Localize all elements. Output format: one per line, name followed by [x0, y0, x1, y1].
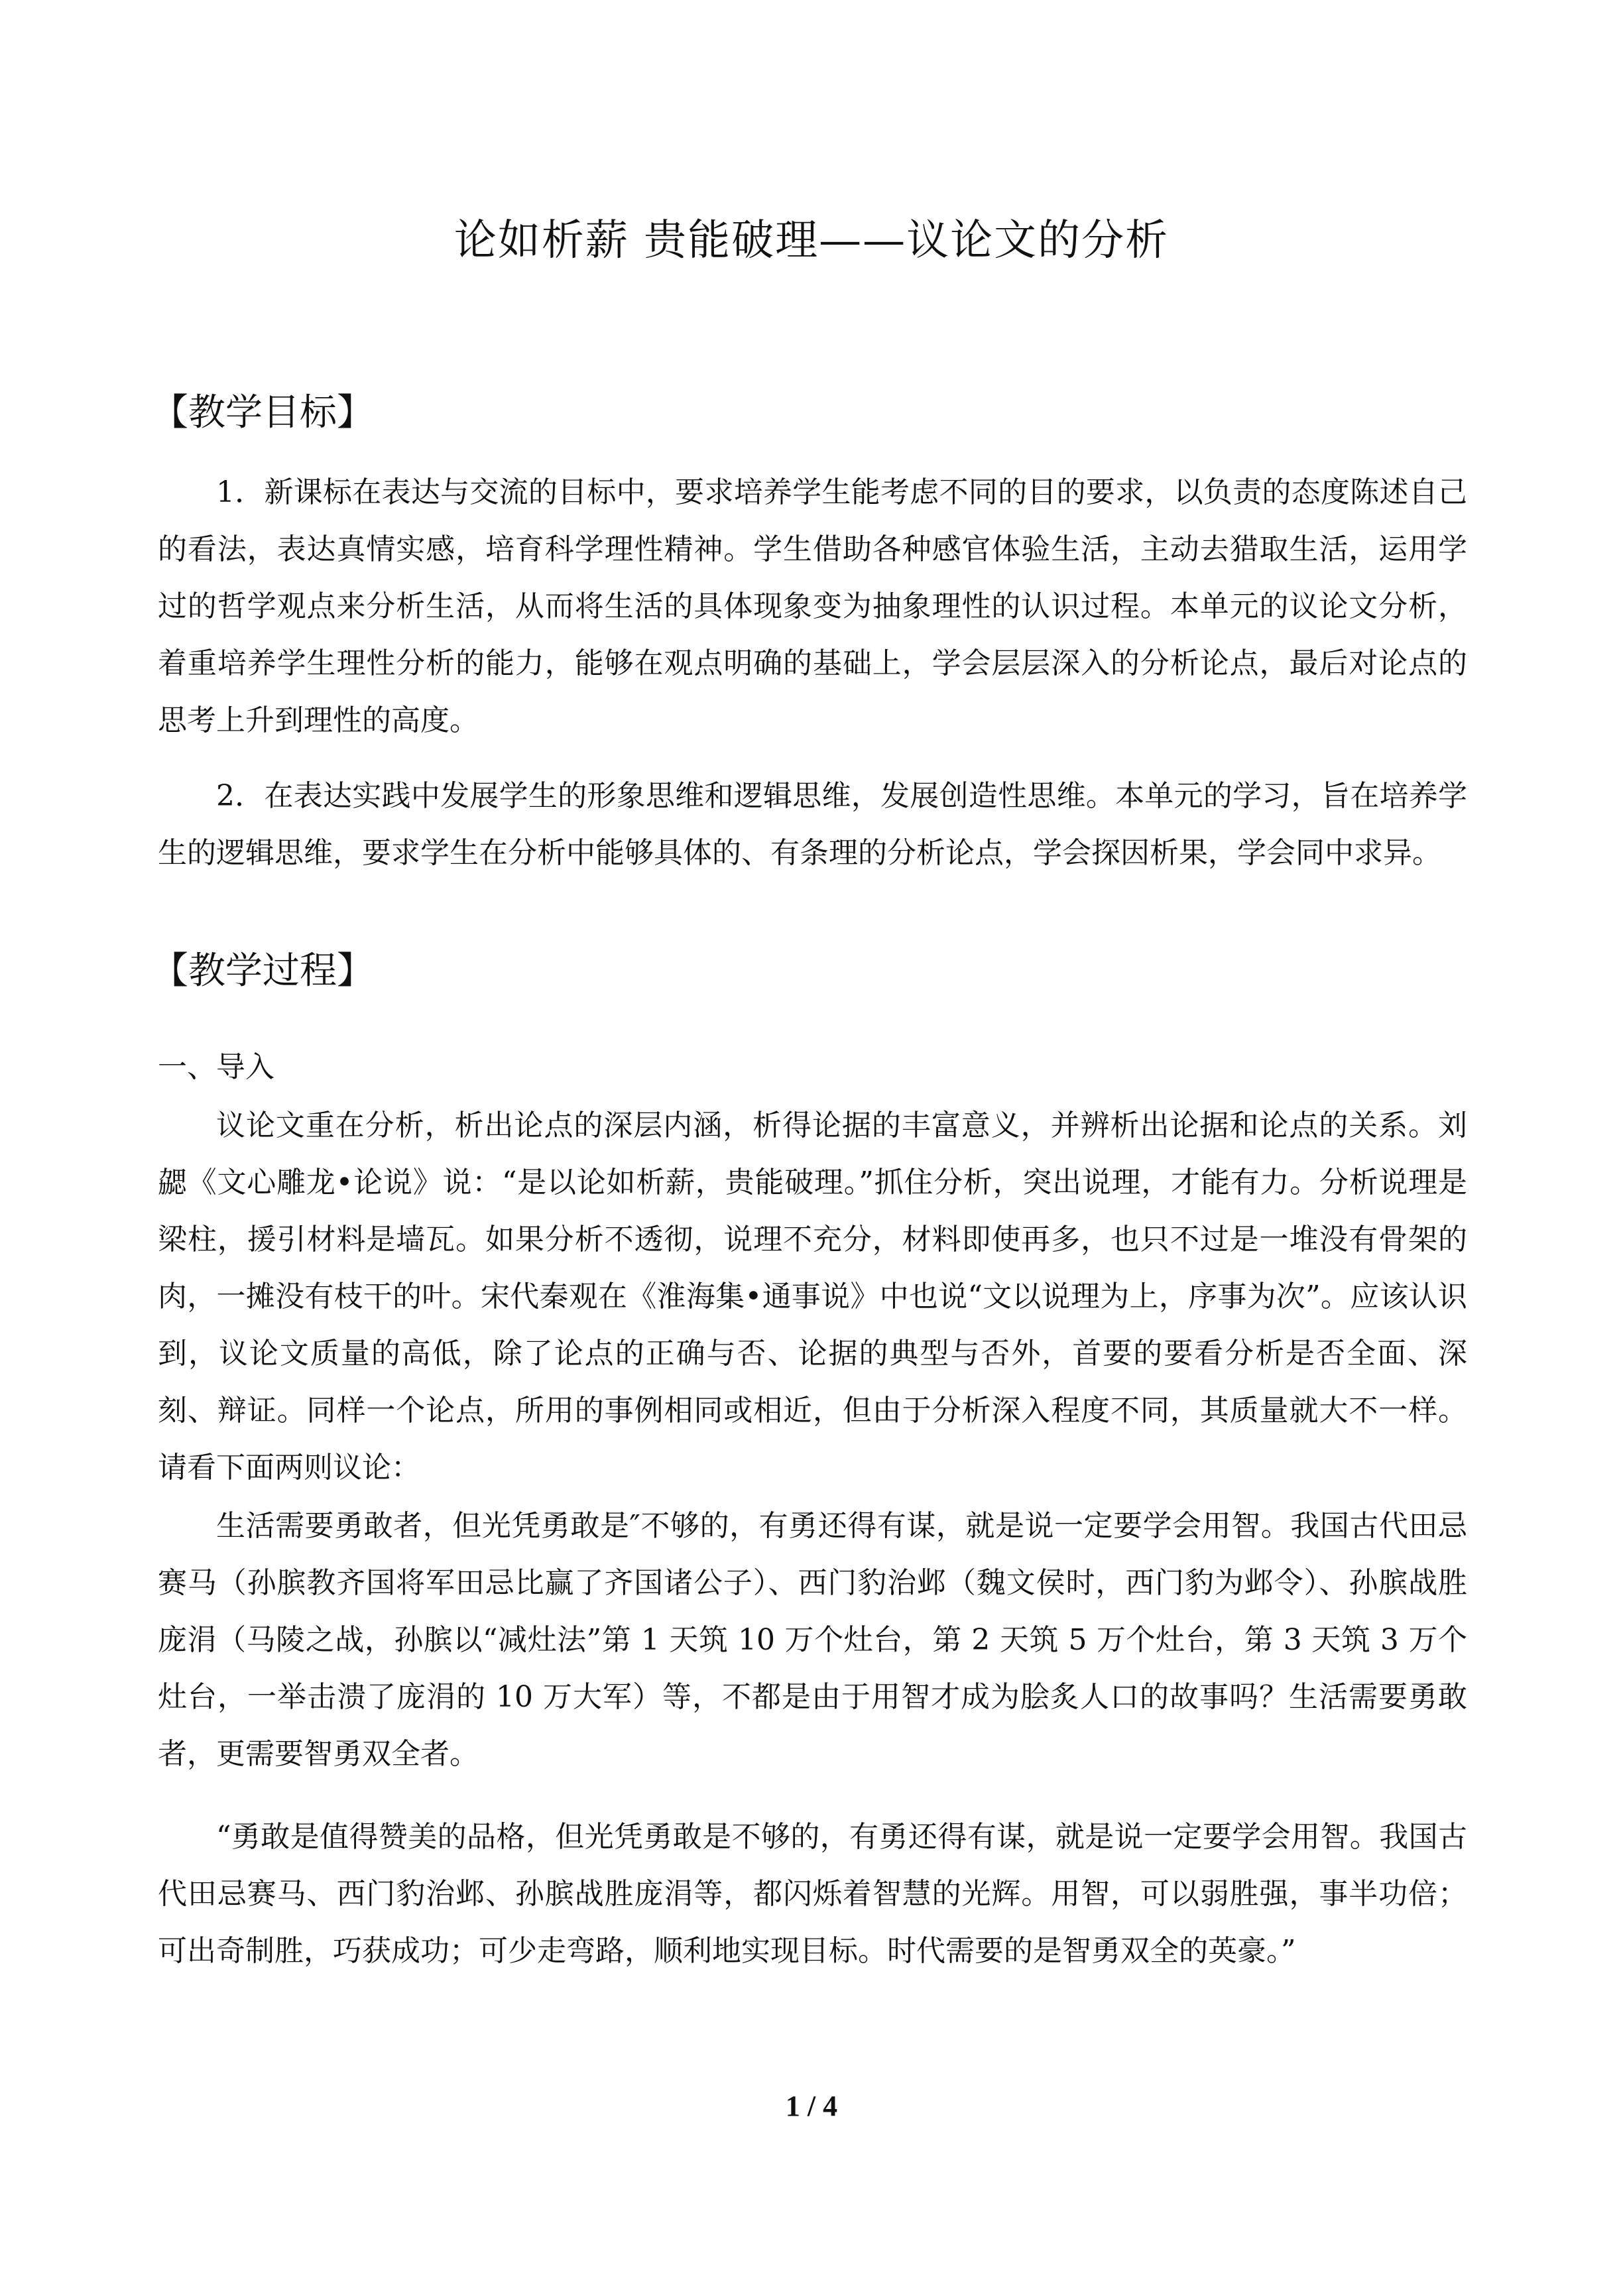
teaching-process-heading: 【教学过程】: [151, 949, 374, 993]
teaching-goals-heading: 【教学目标】: [151, 391, 374, 434]
goal-paragraph-1: 1．新课标在表达与交流的目标中，要求培养学生能考虑不同的目的要求，以负责的态度陈述自己的看法，表达真情实感，培育科学理性精神。学生借助各种感官体验生活，主动去猎取生活，运用学过的哲学观点来分析生活，从而将生活的具体现象变为抽象理性的认识过程。本单元的议论文分析，着重培养学生理性分析的能力，能够在观点明确的基础上，学会层层深入的分析论点，最后对论点的思考上升到理性的高度。: [158, 475, 1467, 737]
intro-paragraph-1: 议论文重在分析，析出论点的深层内涵，析得论据的丰富意义，并辨析出论据和论点的关系。刘勰《文心雕龙•论说》说：“是以论如析薪，贵能破理。”抓住分析，突出说理，才能有力。分析说理是梁柱，援引材料是墙瓦。如果分析不透彻，说理不充分，材料即使再多，也只不过是一堆没有骨架的肉，一摊没有枝干的叶。宋代秦观在《淮海集•通事说》中也说“文以说理为上，序事为次”。应该认识到，议论文质量的高低，除了论点的正确与否、论据的典型与否外，首要的要看分析是否全面、深刻、辩证。同样一个论点，所用的事例相同或相近，但由于分析深入程度不同，其质量就大不一样。请看下面两则议论：: [158, 1109, 1467, 1484]
intro-paragraph-3: “勇敢是值得赞美的品格，但光凭勇敢是不够的，有勇还得有谋，就是说一定要学会用智。我国古代田忌赛马、西门豹治邺、孙膑战胜庞涓等，都闪烁着智慧的光辉。用智，可以弱胜强，事半功倍；可出奇制胜，巧获成功；可少走弯路，顺利地实现目标。时代需要的是智勇双全的英豪。”: [158, 1820, 1467, 1968]
goal-paragraph-2: 2．在表达实践中发展学生的形象思维和逻辑思维，发展创造性思维。本单元的学习，旨在培养学生的逻辑思维，要求学生在分析中能够具体的、有条理的分析论点，学会探因析果，学会同中求异。: [158, 779, 1467, 870]
document-title: 论如析薪 贵能破理——议论文的分析: [453, 216, 1170, 265]
intro-subheading: 一、导入: [158, 1050, 274, 1084]
page-number: 1 / 4: [785, 2090, 838, 2122]
intro-paragraph-2: 生活需要勇敢者，但光凭勇敢是″不够的，有勇还得有谋，就是说一定要学会用智。我国古代田忌赛马（孙膑教齐国将军田忌比赢了齐国诸公子）、西门豹治邺（魏文侯时，西门豹为邺令）、孙膑战胜庞涓（马陵之战，孙膑以“减灶法”第 1 天筑 10 万个灶台，第 2 天筑 5 万个灶台，第 3 天筑 3 万个灶台，一举击溃了庞涓的 10 万大军）等，不都是由于用智才成为脍炙人口的故事吗？生活需要勇敢者，更需要智勇双全者。: [158, 1509, 1467, 1771]
